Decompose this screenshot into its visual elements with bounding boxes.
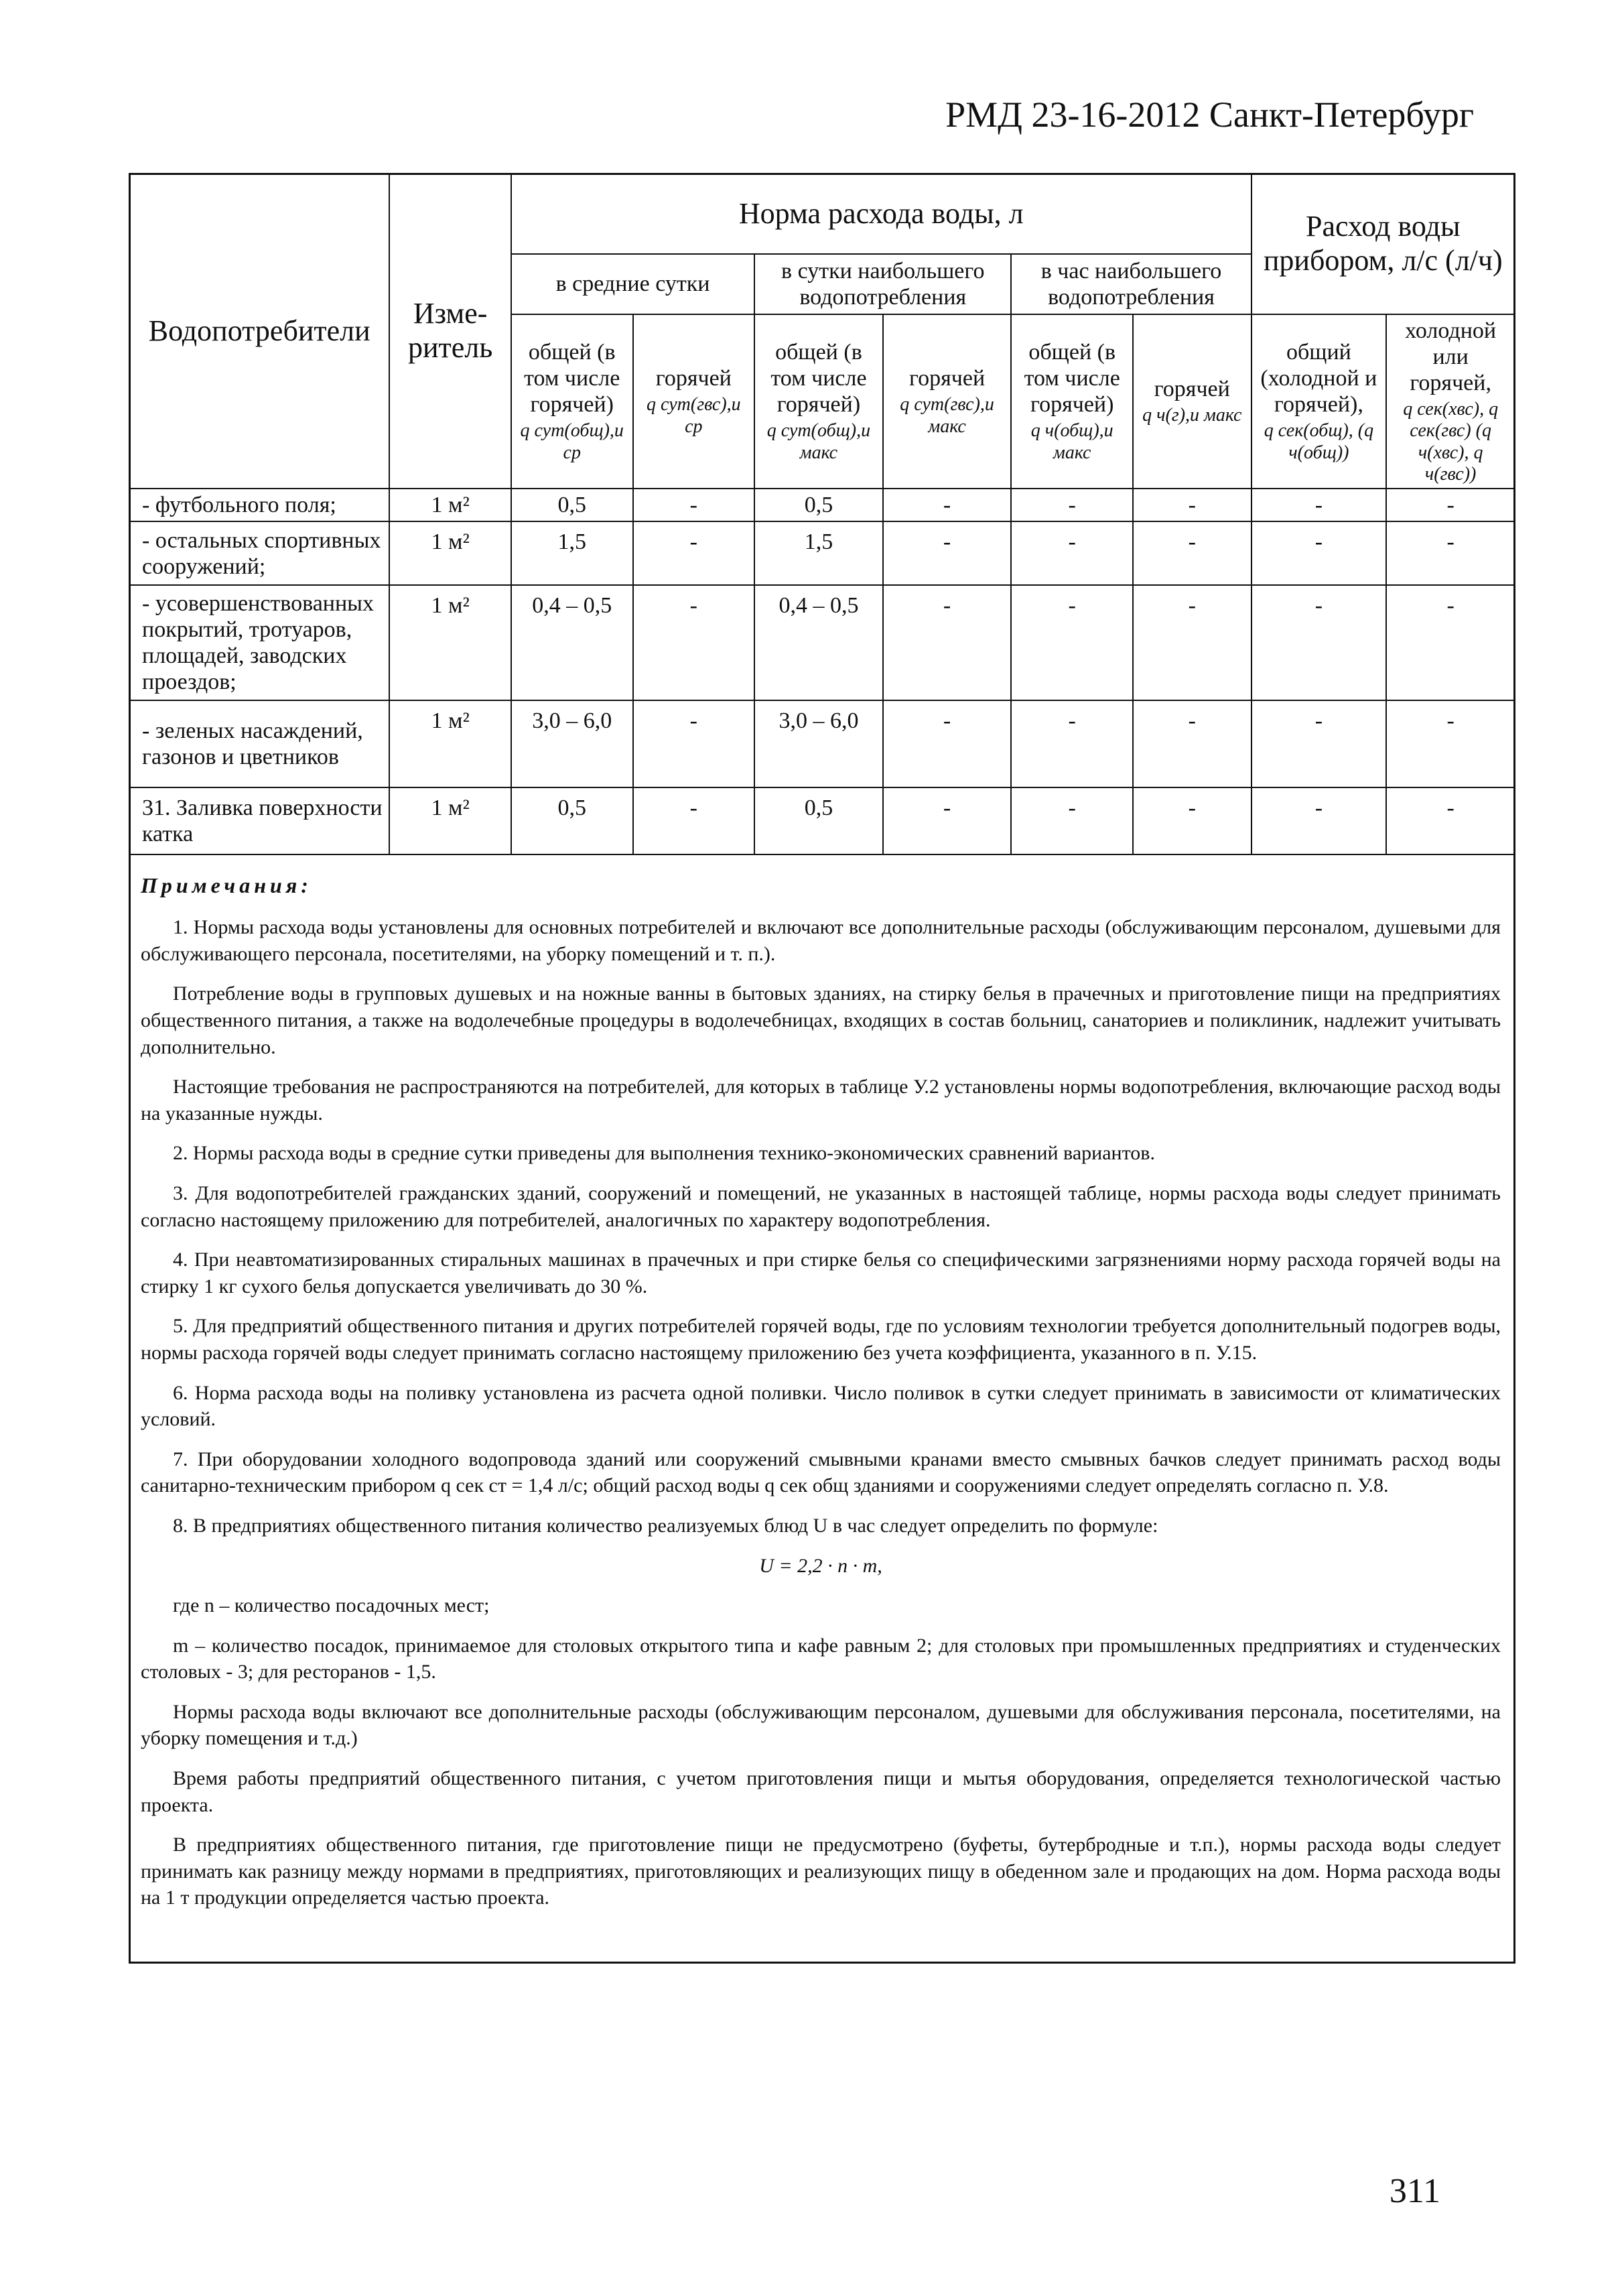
note-paragraph: где n – количество посадочных мест; bbox=[173, 1594, 490, 1617]
cell: - bbox=[883, 700, 1012, 787]
cell: - bbox=[633, 489, 755, 521]
row-name: - остальных спортивных сооружений; bbox=[129, 521, 389, 585]
header-maxday-hot bbox=[883, 314, 1012, 489]
cell: - bbox=[1252, 787, 1387, 854]
notes-section bbox=[141, 871, 1501, 1925]
cell: - bbox=[1252, 585, 1387, 700]
note-paragraph: 8. В предприятиях общественного питания количество реализуемых блюд U в час следует определить по формуле: bbox=[173, 1514, 1158, 1537]
header-unit: Изме-ритель bbox=[389, 174, 511, 489]
cell: - bbox=[633, 585, 755, 700]
symbol: q сек(хвс), q сек(гвс) (q ч(хвс), q ч(гвс)) bbox=[1403, 399, 1499, 485]
header-device-cold-hot bbox=[1386, 314, 1515, 489]
note-paragraph: 6. Норма расхода воды на поливку установлена из расчета одной поливки. Число поливок в сутки следует принимать в зависимости от климатических условий. bbox=[141, 1381, 1501, 1431]
header-device-group: Расход воды прибором, л/с (л/ч) bbox=[1252, 174, 1515, 314]
header-maxday-total bbox=[754, 314, 883, 489]
symbol: q сут(гвс),u ср bbox=[646, 394, 741, 437]
note-paragraph: m – количество посадок, принимаемое для столовых открытого типа и кафе равным 2; для столовых при промышленных предприятиях и студенческих столовых - 3; для ресторанов - 1,5. bbox=[141, 1634, 1501, 1683]
note-paragraph: 4. При неавтоматизированных стиральных машинах в прачечных и при стирке белья со специфическими загрязнениями норму расхода горячей воды на стирку 1 кг сухого белья допускается увеличивать до 30 %. bbox=[141, 1249, 1501, 1297]
header-device-total bbox=[1252, 314, 1387, 489]
symbol: q сек(общ), (q ч(общ)) bbox=[1264, 420, 1374, 463]
cell: - bbox=[1386, 787, 1515, 854]
cell: - bbox=[1011, 787, 1133, 854]
note-paragraph: Настоящие требования не распространяются на потребителей, для которых в таблице У.2 установлены нормы водопотребления, включающие расход воды на указанные нужды. bbox=[141, 1076, 1501, 1125]
row-name: - футбольного поля; bbox=[129, 489, 389, 521]
header-avg-day: в средние сутки bbox=[511, 254, 754, 314]
cell: 0,4 – 0,5 bbox=[511, 585, 633, 700]
row-unit: 1 м² bbox=[389, 585, 511, 700]
row-unit: 1 м² bbox=[389, 489, 511, 521]
symbol: q ч(г),u макс bbox=[1142, 405, 1242, 426]
cell: - bbox=[1011, 489, 1133, 521]
cell: - bbox=[1252, 700, 1387, 787]
label: общей (в том числе горячей) bbox=[524, 340, 620, 418]
note-paragraph: 1. Нормы расхода воды установлены для основных потребителей и включают все дополнительные расходы (обслуживающим персоналом, душевыми для обслуживающего персонала, посетителями, на уборку помещений и т. п.). bbox=[141, 916, 1501, 965]
water-norms-table bbox=[129, 173, 1515, 855]
label: общий (холодной и горячей), bbox=[1260, 340, 1377, 418]
cell: - bbox=[1011, 521, 1133, 585]
symbol: q сут(общ),u ср bbox=[520, 420, 624, 463]
cell: 1,5 bbox=[754, 521, 883, 585]
row-name: 31. Заливка поверхности катка bbox=[129, 787, 389, 854]
label: горячей bbox=[655, 366, 732, 391]
cell: - bbox=[1011, 585, 1133, 700]
note-paragraph: Время работы предприятий общественного питания, с учетом приготовления пищи и мытья оборудования, определяется технологической частью проекта. bbox=[141, 1767, 1501, 1816]
cell: - bbox=[1133, 521, 1252, 585]
row-unit: 1 м² bbox=[389, 700, 511, 787]
cell: - bbox=[633, 700, 755, 787]
header-avg-hot bbox=[633, 314, 755, 489]
header-maxhour-hot bbox=[1133, 314, 1252, 489]
label: горячей bbox=[909, 366, 986, 391]
cell: - bbox=[883, 585, 1012, 700]
cell: 0,5 bbox=[511, 489, 633, 521]
header-norm-group: Норма расхода воды, л bbox=[511, 174, 1252, 254]
note-paragraph: 3. Для водопотребителей гражданских зданий, сооружений и помещений, не указанных в настоящей таблице, нормы расхода воды следует принимать согласно настоящему приложению для потребителей, аналогичных по характеру водопотребления. bbox=[141, 1182, 1501, 1231]
cell: - bbox=[1133, 700, 1252, 787]
cell: - bbox=[1133, 585, 1252, 700]
cell: - bbox=[883, 787, 1012, 854]
row-name: - усовершенствованных покрытий, тротуаров, площадей, заводских проездов; bbox=[129, 585, 389, 700]
formula: U = 2,2 · n · m, bbox=[759, 1554, 882, 1577]
symbol: q ч(общ),u макс bbox=[1030, 420, 1113, 463]
header-avg-total bbox=[511, 314, 633, 489]
table-row bbox=[129, 700, 1515, 787]
cell: - bbox=[1386, 521, 1515, 585]
cell: 3,0 – 6,0 bbox=[511, 700, 633, 787]
cell: 0,4 – 0,5 bbox=[754, 585, 883, 700]
table-row bbox=[129, 521, 1515, 585]
label: холодной или горячей, bbox=[1405, 318, 1497, 396]
note-paragraph: 7. При оборудовании холодного водопровода зданий или сооружений смывными кранами вместо смывных бачков следует принимать расход воды санитарно-техническим прибором q сек ст = 1,4 л/с; общий расход воды q сек общ зданиями и сооружениями следует определять согласно п. У.8. bbox=[141, 1448, 1501, 1497]
cell: - bbox=[883, 489, 1012, 521]
row-name: - зеленых насаждений, газонов и цветников bbox=[129, 700, 389, 787]
cell: - bbox=[1252, 521, 1387, 585]
cell: - bbox=[1386, 700, 1515, 787]
note-paragraph: В предприятиях общественного питания, где приготовление пищи не предусмотрено (буфеты, бутербродные и т.п.), нормы расхода воды следует принимать как разницу между нормами в предприятиях, приготовляющих и реализующих пищу в обеденном зале и продающих на дом. Норма расхода воды на 1 т продукции определяется частью проекта. bbox=[141, 1834, 1501, 1909]
cell: - bbox=[633, 521, 755, 585]
note-paragraph: Нормы расхода воды включают все дополнительные расходы (обслуживающим персоналом, душевыми для обслуживания персонала, посетителями, на уборку помещения и т.д.) bbox=[141, 1700, 1501, 1750]
label: общей (в том числе горячей) bbox=[1024, 340, 1120, 418]
cell: - bbox=[1011, 700, 1133, 787]
cell: 1,5 bbox=[511, 521, 633, 585]
header-max-day: в сутки наибольшего водопотребления bbox=[754, 254, 1011, 314]
cell: - bbox=[1252, 489, 1387, 521]
label: горячей bbox=[1154, 377, 1230, 402]
table-row bbox=[129, 489, 1515, 521]
cell: 3,0 – 6,0 bbox=[754, 700, 883, 787]
symbol: q сут(общ),u макс bbox=[766, 420, 871, 463]
row-unit: 1 м² bbox=[389, 521, 511, 585]
cell: 0,5 bbox=[754, 787, 883, 854]
cell: - bbox=[1133, 787, 1252, 854]
notes-heading: Примечания: bbox=[141, 873, 312, 897]
table-row bbox=[129, 585, 1515, 700]
cell: 0,5 bbox=[754, 489, 883, 521]
cell: 0,5 bbox=[511, 787, 633, 854]
header-consumers: Водопотребители bbox=[129, 174, 389, 489]
header-maxhour-total bbox=[1011, 314, 1133, 489]
note-paragraph: 2. Нормы расхода воды в средние сутки приведены для выполнения технико-экономических сравнений вариантов. bbox=[173, 1142, 1155, 1165]
page-number: 311 bbox=[1389, 2172, 1440, 2210]
note-paragraph: Потребление воды в групповых душевых и на ножные ванны в бытовых зданиях, на стирку белья в прачечных и приготовление пищи на предприятиях общественного питания, а также на водолечебные процедуры в водолечебницах, входящих в состав больниц, санаториев и поликлиник, надлежит учитывать дополнительно. bbox=[141, 982, 1501, 1058]
note-paragraph: 5. Для предприятий общественного питания и других потребителей горячей воды, где по условиям технологии требуется дополнительный подогрев воды, нормы расхода горячей воды следует принимать согласно настоящему приложению без учета коэффициента, указанного в п. У.15. bbox=[141, 1315, 1501, 1364]
document-header: РМД 23-16-2012 Санкт-Петербург bbox=[945, 94, 1474, 135]
cell: - bbox=[1386, 489, 1515, 521]
cell: - bbox=[1386, 585, 1515, 700]
header-max-hour: в час наибольшего водопотребления bbox=[1011, 254, 1251, 314]
cell: - bbox=[1133, 489, 1252, 521]
symbol: q сут(гвс),u макс bbox=[900, 394, 994, 437]
label: общей (в том числе горячей) bbox=[770, 340, 867, 418]
table-row bbox=[129, 787, 1515, 854]
cell: - bbox=[883, 521, 1012, 585]
row-unit: 1 м² bbox=[389, 787, 511, 854]
cell: - bbox=[633, 787, 755, 854]
